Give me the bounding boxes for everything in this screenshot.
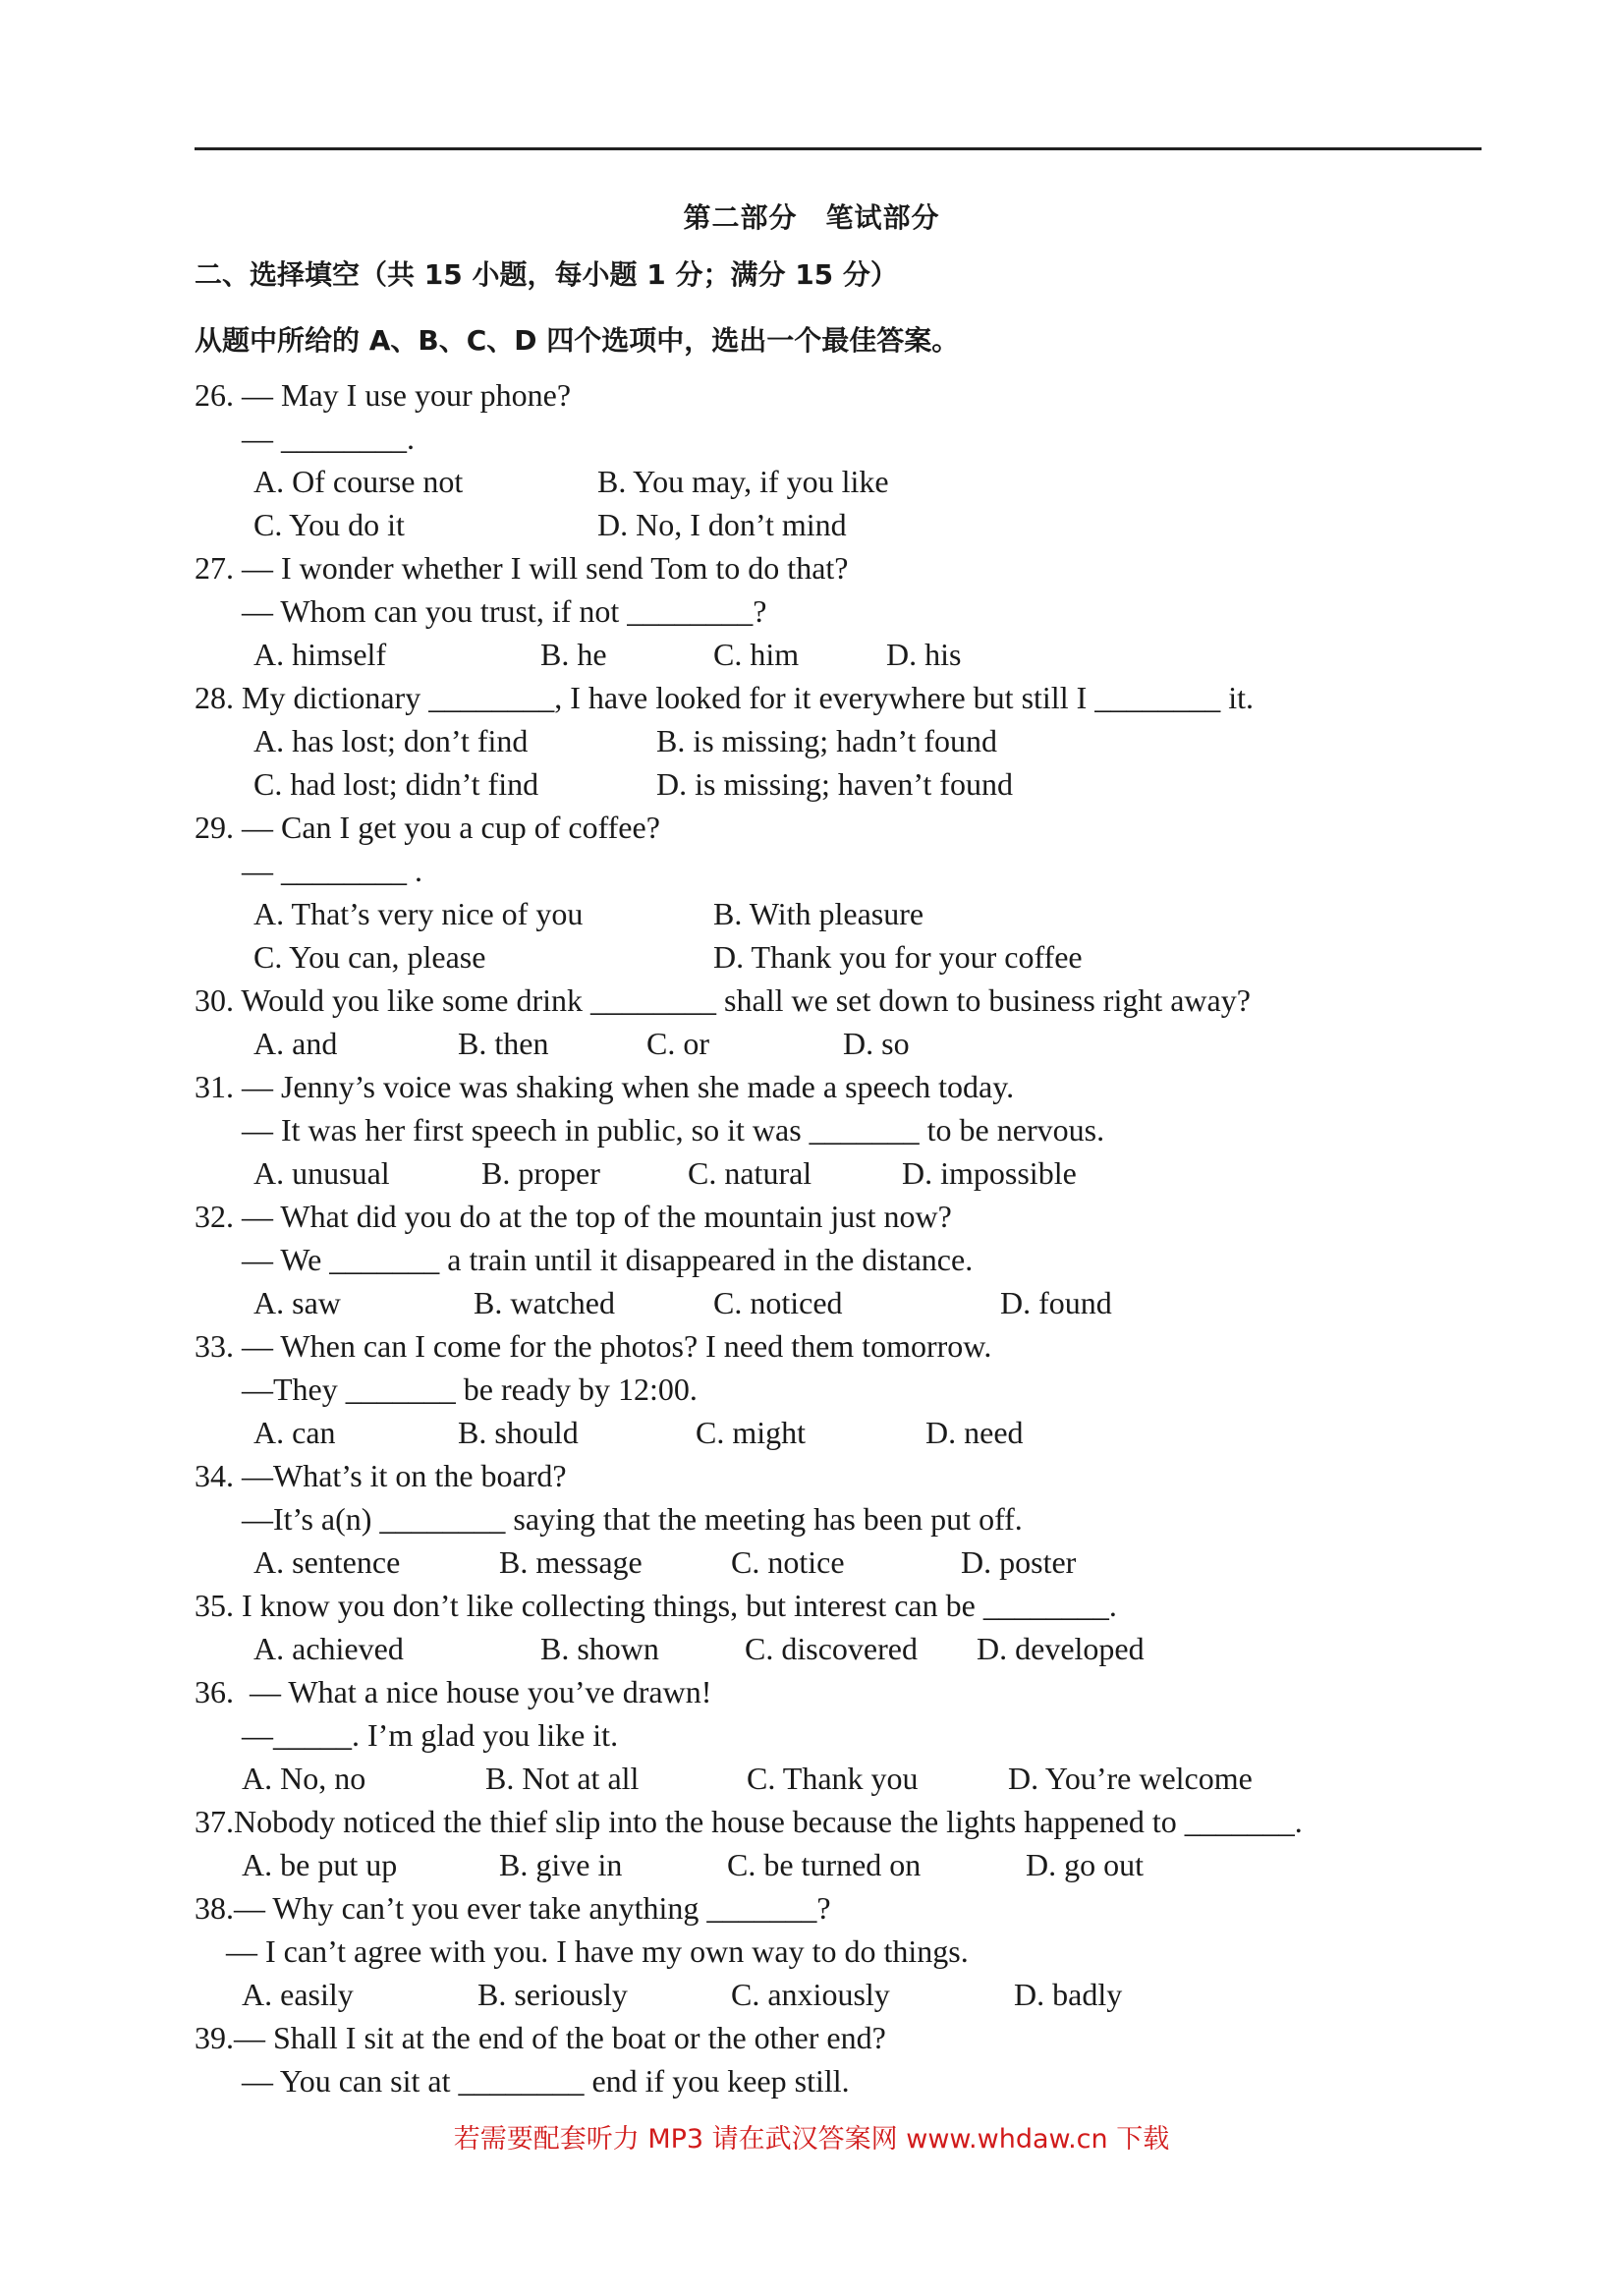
question-36-option: A. No, no — [242, 1761, 366, 1796]
question-36-option: D. You’re welcome — [1008, 1761, 1253, 1796]
question-34-line: 34. —What’s it on the board? — [195, 1458, 567, 1493]
question-29-option: C. You can, please — [253, 939, 486, 975]
question-31-line: — It was her first speech in public, so it was _______ to be nervous. — [195, 1112, 1105, 1148]
question-27-option: A. himself — [253, 637, 387, 672]
question-27-option: D. his — [886, 637, 962, 672]
question-29-line: — ________ . — [195, 853, 422, 888]
question-36-option: B. Not at all — [485, 1761, 640, 1796]
question-35-option: A. achieved — [253, 1631, 404, 1666]
question-36-line: 36. — What a nice house you’ve drawn! — [195, 1674, 712, 1709]
question-28-option: B. is missing; hadn’t found — [656, 723, 997, 758]
question-28-option: C. had lost; didn’t find — [253, 766, 539, 802]
instruction: 从题中所给的 A、B、C、D 四个选项中，选出一个最佳答案。 — [195, 324, 960, 357]
question-30-option: A. and — [253, 1026, 338, 1061]
question-32-option: B. watched — [474, 1285, 615, 1320]
question-33-option: A. can — [253, 1415, 336, 1450]
question-38-option: B. seriously — [477, 1977, 628, 2012]
question-30-line: 30. Would you like some drink ________ shall we set down to business right away? — [195, 982, 1251, 1018]
question-35-option: D. developed — [977, 1631, 1145, 1666]
question-34-option: B. message — [499, 1544, 643, 1580]
question-32-line: — We _______ a train until it disappeared in the distance. — [195, 1242, 974, 1277]
question-34-option: D. poster — [961, 1544, 1077, 1580]
question-30-option: D. so — [843, 1026, 910, 1061]
question-31-option: B. proper — [481, 1155, 600, 1191]
question-38-line: — I can’t agree with you. I have my own way to do things. — [195, 1933, 969, 1969]
question-28-line: 28. My dictionary ________, I have looked for it everywhere but still I ________ it. — [195, 680, 1255, 715]
question-37-option: B. give in — [499, 1847, 623, 1882]
question-35-option: C. discovered — [745, 1631, 918, 1666]
question-31-option: D. impossible — [902, 1155, 1077, 1191]
question-34-line: —It’s a(n) ________ saying that the meeting has been put off. — [195, 1501, 1023, 1537]
question-38-line: 38.— Why can’t you ever take anything _______? — [195, 1890, 831, 1926]
question-28-option: A. has lost; don’t find — [253, 723, 529, 758]
question-38-option: C. anxiously — [731, 1977, 890, 2012]
question-29-option: A. That’s very nice of you — [253, 896, 584, 931]
question-33-option: C. might — [696, 1415, 807, 1450]
question-28-option: D. is missing; haven’t found — [656, 766, 1013, 802]
question-29-option: D. Thank you for your coffee — [713, 939, 1083, 975]
question-36-option: C. Thank you — [747, 1761, 919, 1796]
question-29-line: 29. — Can I get you a cup of coffee? — [195, 810, 660, 845]
question-35-option: B. shown — [540, 1631, 659, 1666]
question-30-option: C. or — [646, 1026, 709, 1061]
question-30-option: B. then — [458, 1026, 549, 1061]
question-26-line: 26. — May I use your phone? — [195, 377, 572, 413]
question-34-option: A. sentence — [253, 1544, 401, 1580]
question-38-option: A. easily — [242, 1977, 354, 2012]
question-36-line: —_____. I’m glad you like it. — [195, 1717, 619, 1753]
question-27-option: B. he — [540, 637, 607, 672]
question-29-option: B. With pleasure — [713, 896, 924, 931]
question-26-option: A. Of course not — [253, 464, 464, 499]
question-37-line: 37.Nobody noticed the thief slip into the house because the lights happened to _______. — [195, 1804, 1303, 1839]
question-31-line: 31. — Jenny’s voice was shaking when she made a speech today. — [195, 1069, 1015, 1104]
question-32-line: 32. — What did you do at the top of the mountain just now? — [195, 1199, 952, 1234]
question-33-option: B. should — [458, 1415, 579, 1450]
question-39-line: 39.— Shall I sit at the end of the boat or the other end? — [195, 2020, 886, 2055]
question-26-option: B. You may, if you like — [597, 464, 889, 499]
question-39-line: — You can sit at ________ end if you keep still. — [195, 2063, 850, 2099]
question-37-option: D. go out — [1026, 1847, 1144, 1882]
question-34-option: C. notice — [731, 1544, 845, 1580]
question-37-option: A. be put up — [242, 1847, 398, 1882]
question-26-option: C. You do it — [253, 507, 405, 542]
footer-note: 若需要配套听力 MP3 请在武汉答案网 www.whdaw.cn 下载 — [453, 2124, 1170, 2155]
question-33-line: —They _______ be ready by 12:00. — [195, 1372, 698, 1407]
question-31-option: A. unusual — [253, 1155, 390, 1191]
question-35-line: 35. I know you don’t like collecting things, but interest can be ________. — [195, 1588, 1117, 1623]
header-rule — [195, 147, 1482, 150]
question-32-option: D. found — [1000, 1285, 1112, 1320]
question-27-line: — Whom can you trust, if not ________? — [195, 593, 767, 629]
question-26-option: D. No, I don’t mind — [597, 507, 847, 542]
question-33-line: 33. — When can I come for the photos? I need them tomorrow. — [195, 1328, 992, 1364]
question-27-line: 27. — I wonder whether I will send Tom to do that? — [195, 550, 849, 586]
question-33-option: D. need — [925, 1415, 1024, 1450]
section-title: 二、选择填空（共 15 小题，每小题 1 分；满分 15 分） — [195, 258, 898, 291]
question-32-option: C. noticed — [713, 1285, 843, 1320]
question-31-option: C. natural — [688, 1155, 812, 1191]
question-32-option: A. saw — [253, 1285, 341, 1320]
question-27-option: C. him — [713, 637, 800, 672]
question-38-option: D. badly — [1014, 1977, 1123, 2012]
question-37-option: C. be turned on — [727, 1847, 922, 1882]
part-title: 第二部分 笔试部分 — [683, 201, 940, 234]
question-26-line: — ________. — [195, 420, 415, 456]
